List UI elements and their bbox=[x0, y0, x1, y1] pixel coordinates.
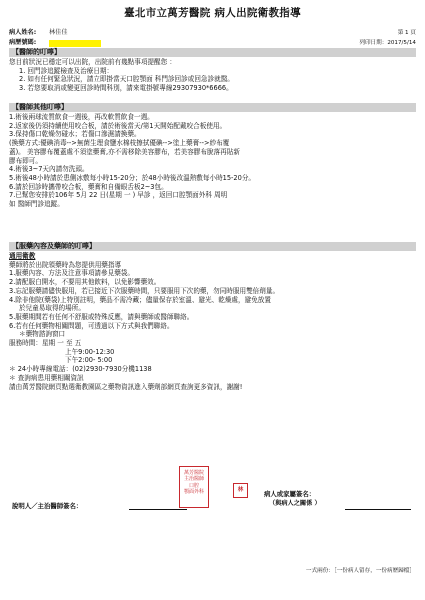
other-item: 3.保持傷口乾燥勿碰水；若傷口滲濕請換藥。 bbox=[9, 130, 141, 139]
chart-number-row bbox=[9, 37, 416, 47]
patient-info bbox=[9, 27, 416, 47]
patient-relation-label: （與病人之關係 ） bbox=[269, 500, 321, 507]
medication-intro: 藥師將於出院領藥時為您提供用藥指導 bbox=[9, 260, 122, 269]
other-item: 7.已幫您安排於106年 5月 22 日(星期 一 ) 早診 ，返回口腔顎面外科 周明 bbox=[9, 191, 228, 200]
patient-name-label: 病人姓名: bbox=[9, 28, 37, 36]
copies-note: 一式兩份：［一份病人留存，一份病歷歸檔］ bbox=[305, 568, 415, 574]
patient-name-row bbox=[9, 27, 416, 37]
other-item: 5.術後48小時請於患側冰敷每小時15-20分；於48小時後改溫熱敷每小時15-20分。 bbox=[9, 173, 256, 182]
other-item: 4.術後3~7天內請勿洗頭。 bbox=[9, 165, 89, 174]
medication-item: 1.服藥內容、方法及注意事項請參見藥袋。 bbox=[9, 269, 134, 278]
medication-item: 5.服藥期間若有任何不舒服或特殊反應，請與藥師或醫師聯絡。 bbox=[9, 312, 194, 321]
web-info-title: ＊ 查詢病患用藥相關資訊 bbox=[9, 373, 84, 382]
patient-name-value: 林佳佳 bbox=[49, 28, 68, 36]
doctor-signature-line[interactable] bbox=[129, 509, 187, 510]
chart-number-label: 病歷號碼: bbox=[9, 38, 37, 46]
service-time-morning: 上午9:00-12:30 bbox=[65, 347, 115, 356]
medication-heading: 【服藥內容及藥師的叮嚀】 bbox=[9, 242, 416, 251]
patient-signature-line[interactable] bbox=[345, 509, 411, 510]
reminder-item: 3. 若您要取消或變更回診時間科別，請來電掛號專線29307930*6666。 bbox=[19, 84, 233, 93]
signature-area bbox=[9, 488, 416, 518]
other-item: (換藥方式:優碘消毒-->無菌生理食鹽水棉枝擦拭優碘-->塗上藥膏-->紗布覆 bbox=[9, 139, 230, 148]
doctor-other-heading: 【醫師其他叮嚀】 bbox=[9, 103, 416, 112]
doctor-reminder-heading: 【醫師的叮嚀】 bbox=[9, 48, 416, 57]
medication-item: 於兒童易取得的場所。 bbox=[19, 304, 85, 313]
other-item: 6.請於回診時攜帶咬合板，藥膏和自備眼舌板2~3包。 bbox=[9, 182, 168, 191]
print-date: 列印日期：2017/5/14 bbox=[359, 39, 416, 46]
other-item: 2.返家後仍須持續使用咬合板，請於術後當天/第1天開始配戴咬合板使用。 bbox=[9, 121, 227, 130]
medication-item: 4.除非他院(藥袋)上特別註明，藥品不需冷藏；儘量保存於室溫、避光、乾燥處，避免放置 bbox=[9, 295, 271, 304]
reminder-item: 1. 回門診追蹤檢查及治療日期： bbox=[19, 66, 114, 75]
medication-item: 6.若有任何藥物相關問題，可透過以下方式與我們聯絡。 bbox=[9, 321, 174, 330]
other-item: 膠布即可。 bbox=[9, 156, 42, 165]
medication-item: 2.請配服白開水，不要用其他飲料，以免影響藥效。 bbox=[9, 278, 161, 287]
redacted-chart-number bbox=[49, 40, 101, 47]
medication-subtitle: 通用衛教 bbox=[9, 252, 36, 260]
other-item: 蓋)。 美容膠布覆蓋處不須塗藥膏,亦不需移除美容膠布，若美容膠布脫落再貼新 bbox=[9, 147, 240, 156]
page-title: 臺北市立萬芳醫院 病人出院衛教指導 bbox=[124, 7, 301, 19]
doctor-reminder-section bbox=[9, 47, 416, 93]
doctor-other-section bbox=[9, 102, 416, 209]
other-item: 1.術後兩球流質飲食一週後，再改軟質飲食一週。 bbox=[9, 113, 154, 121]
hotline: ＊ 24小時專線電話：(02)2930-7930分機1138 bbox=[9, 365, 152, 374]
medication-section bbox=[9, 241, 416, 391]
consult-window-title: ＊藥物諮詢窗口 bbox=[19, 330, 66, 339]
web-info-text: 請由萬芳醫院網頁點選衛教園區之藥物資訊進入藥劑部網頁查詢更多資訊，謝謝! bbox=[9, 382, 243, 391]
service-hours: 服務時間：星期 一 至 五 bbox=[9, 339, 82, 348]
personal-seal-stamp: 林 bbox=[233, 483, 248, 498]
reminder-intro: 您目前狀況已穩定可以出院，出院前有幾點事項提醒您 ： bbox=[9, 58, 176, 66]
doctor-signature-label: 說明人／主治醫師簽名： bbox=[12, 502, 83, 510]
other-item: 如 醫師門診追蹤。 bbox=[9, 200, 64, 209]
doctor-seal-stamp: 萬芳醫院 主治醫師 口腔 顎面外科 bbox=[179, 466, 209, 508]
patient-signature-label: 病人或家屬簽名： bbox=[264, 490, 316, 498]
service-time-afternoon: 下午2:00- 5:00 bbox=[65, 356, 113, 365]
page-number: 第 1 頁 bbox=[397, 29, 416, 36]
medication-item: 3.忘記服藥請儘快服用，若已接近下次服藥時間，只要服用下次的藥，勿同時服用雙倍劑量。 bbox=[9, 286, 280, 295]
reminder-item: 2. 如有任何緊急狀況，請立即掛當天口腔顎面 科門診回診或回急診就醫。 bbox=[19, 75, 234, 84]
